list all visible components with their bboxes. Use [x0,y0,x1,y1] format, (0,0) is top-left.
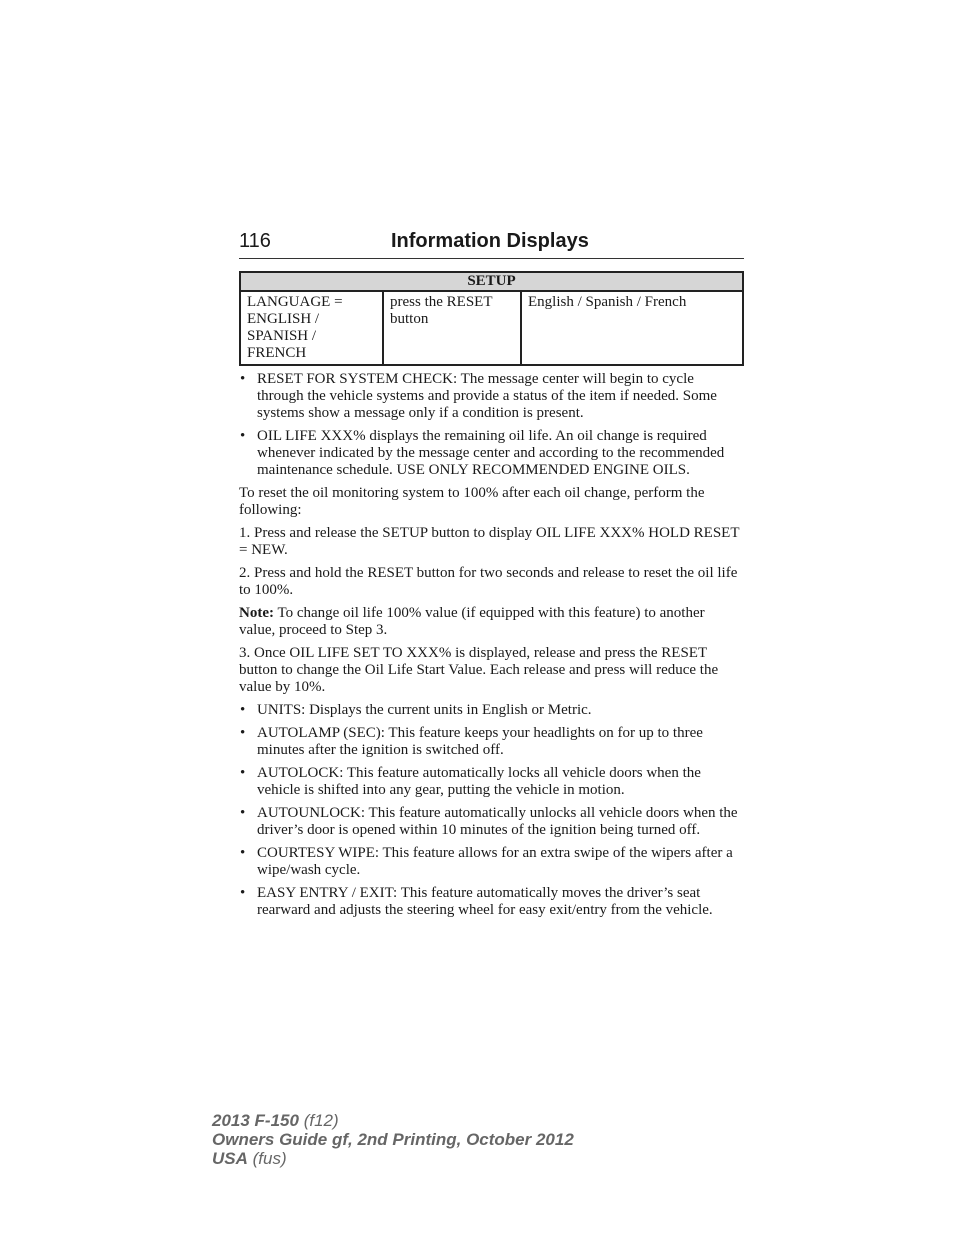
bullet-icon: • [240,725,246,741]
list-item [239,805,744,839]
list-item-text: AUTOLAMP (SEC): This feature keeps your headlights on for up to three minutes after the ignition is switched off. [257,725,703,758]
body-content [239,371,744,925]
list-item [239,845,744,879]
footer-line-3 [212,1149,574,1168]
list-item-text: RESET FOR SYSTEM CHECK: The message center will begin to cycle through the vehicle systems and provide a status of the item if needed. Some systems show a message only if a condition is present. [257,371,717,421]
section-title: Information Displays [391,230,589,252]
list-item-text: COURTESY WIPE: This feature allows for an extra swipe of the wipers after a wipe/wash cycle. [257,845,733,878]
list-item [239,428,744,479]
setup-table-heading-row [240,272,743,291]
bullet-icon: • [240,702,246,718]
note-paragraph [239,605,744,639]
step-2: 2. Press and hold the RESET button for two seconds and release to reset the oil life to 100%. [239,565,738,598]
bullet-icon: • [240,845,246,861]
step-1: 1. Press and release the SETUP button to display OIL LIFE XXX% HOLD RESET = NEW. [239,525,740,558]
table-cell-setting: LANGUAGE = ENGLISH / SPANISH / FRENCH [240,291,383,365]
list-item [239,765,744,799]
bullet-icon: • [240,765,246,781]
list-item [239,371,744,422]
list-item [239,885,744,919]
list-item [239,702,744,719]
bullet-icon: • [240,885,246,901]
list-item [239,725,744,759]
table-cell-options: English / Spanish / French [521,291,743,365]
page-number: 116 [239,230,271,252]
footer-model-code: (f12) [303,1111,339,1130]
step-3: 3. Once OIL LIFE SET TO XXX% is displayed, release and press the RESET button to change the Oil Life Start Value. Each release and press will reduce the value by 10%. [239,645,719,695]
footer-model: 2013 F-150 [212,1111,299,1130]
list-item-text: EASY ENTRY / EXIT: This feature automatically moves the driver’s seat rearward and adjusts the steering wheel for easy exit/entry from the vehicle. [257,885,713,918]
bullet-icon: • [240,371,246,387]
footer-line-1 [212,1111,574,1130]
setup-table [239,271,744,366]
note-text: To change oil life 100% value (if equipped with this feature) to another value, proceed to Step 3. [239,605,705,638]
footer-region: USA [212,1149,248,1168]
page-footer [212,1111,574,1168]
setup-table-heading: SETUP [240,272,743,291]
bullet-icon: • [240,805,246,821]
list-item-text: UNITS: Displays the current units in English or Metric. [257,702,592,718]
bullet-icon: • [240,428,246,444]
list-item-text: AUTOUNLOCK: This feature automatically unlocks all vehicle doors when the driver’s door is opened within 10 minutes of the ignition being turned off. [257,805,738,838]
table-cell-action: press the RESET button [383,291,521,365]
list-item-text: OIL LIFE XXX% displays the remaining oil life. An oil change is required whenever indicated by the message center and according to the recommended maintenance schedule. USE ONLY RECOMMENDED ENGINE OILS. [257,428,725,478]
list-item-text: AUTOLOCK: This feature automatically locks all vehicle doors when the vehicle is shifted into any gear, putting the vehicle in motion. [257,765,701,798]
note-label: Note: [239,605,274,621]
footer-region-code: (fus) [252,1149,287,1168]
table-row [240,291,743,365]
intro-paragraph: To reset the oil monitoring system to 100% after each oil change, perform the following: [239,485,705,518]
footer-line-2: Owners Guide gf, 2nd Printing, October 2012 [212,1130,574,1149]
page-header [239,228,744,259]
